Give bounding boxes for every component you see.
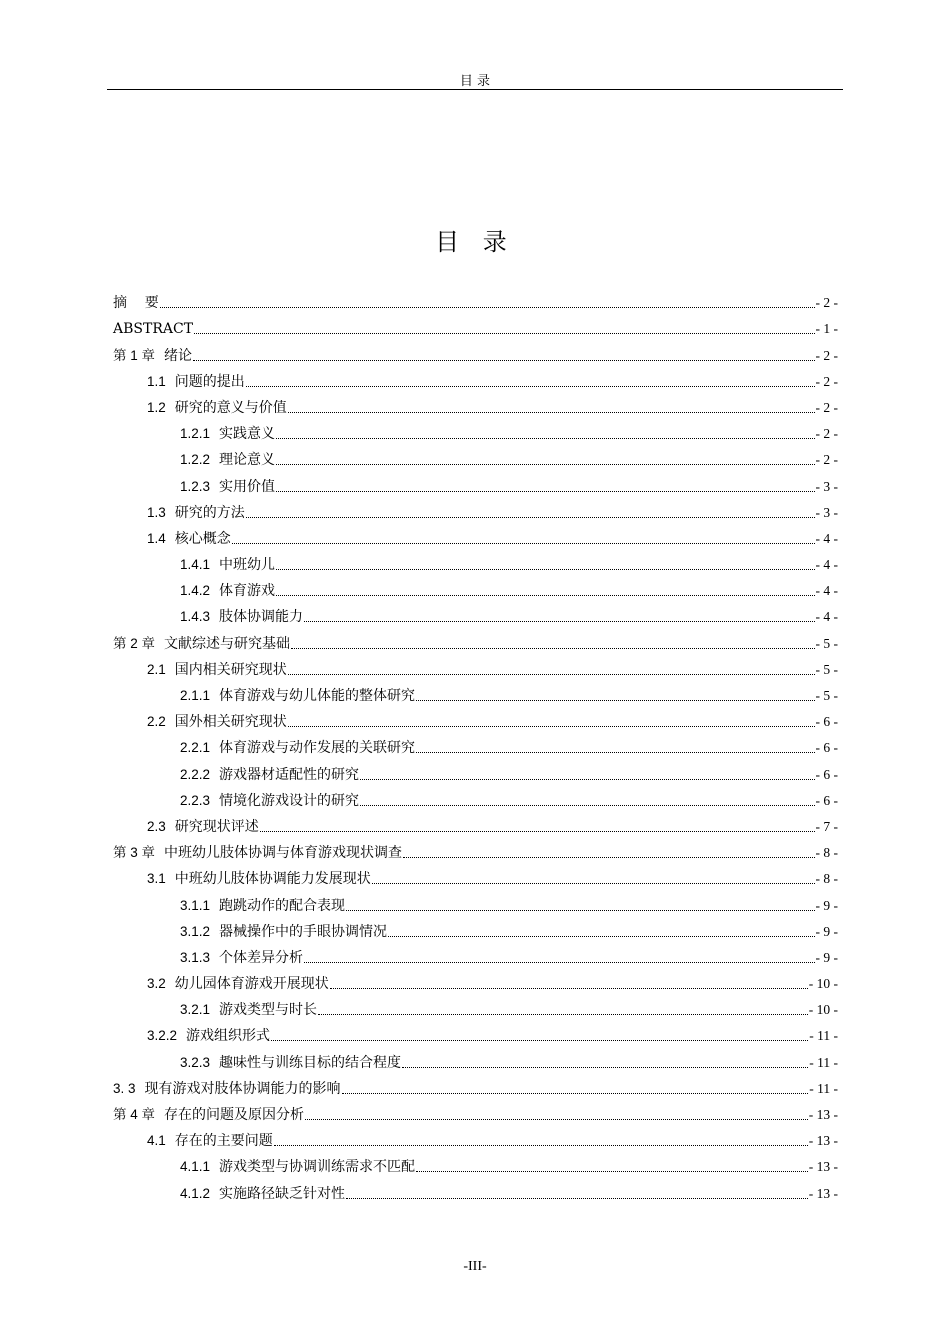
dot-leader bbox=[274, 1145, 808, 1146]
toc-entry-page: - 2 - bbox=[815, 426, 838, 442]
toc-entry-page: - 8 - bbox=[815, 845, 838, 861]
toc-entry-text: 研究的方法 bbox=[174, 504, 245, 521]
toc-entry-label bbox=[180, 923, 387, 941]
toc-entry-page: - 3 - bbox=[815, 504, 838, 520]
toc-entry-text: 实用价值 bbox=[219, 478, 276, 495]
toc-entry-page: - 7 - bbox=[815, 818, 838, 834]
toc-entry[interactable] bbox=[113, 1019, 838, 1045]
toc-entry-number: 3.2.3 bbox=[180, 1054, 211, 1070]
dot-leader bbox=[160, 307, 815, 308]
toc-entry-page: - 9 - bbox=[815, 949, 838, 965]
toc-entry-page: - 13 - bbox=[808, 1133, 838, 1149]
toc-entry-page: - 5 - bbox=[815, 635, 838, 651]
toc-entry[interactable] bbox=[113, 496, 838, 522]
toc-entry-number: 3. 3 bbox=[113, 1080, 136, 1096]
toc-entry-text: 游戏器材适配性的研究 bbox=[219, 766, 360, 783]
toc-entry-text: 游戏组织形式 bbox=[186, 1028, 271, 1045]
toc-entry[interactable] bbox=[113, 1176, 838, 1202]
toc-entry-text: 器械操作中的手眼协调情况 bbox=[219, 923, 388, 940]
toc-entry-label bbox=[147, 373, 245, 391]
toc-entry[interactable] bbox=[113, 522, 838, 548]
toc-entry-label bbox=[180, 897, 345, 915]
toc-entry-page: - 4 - bbox=[815, 583, 838, 599]
toc-entry[interactable] bbox=[113, 888, 838, 914]
toc-entry-page: - 11 - bbox=[809, 1028, 838, 1044]
toc-entry-text: 跑跳动作的配合表现 bbox=[219, 897, 346, 914]
toc-entry-text: 个体差异分析 bbox=[219, 949, 304, 966]
toc-entry-page: - 13 - bbox=[808, 1185, 838, 1201]
toc-entry-number: 1.4.1 bbox=[180, 557, 211, 573]
toc-entry-label bbox=[180, 556, 275, 574]
dot-leader bbox=[403, 857, 814, 858]
dot-leader bbox=[402, 1067, 808, 1068]
toc-entry-number: 3.1.2 bbox=[180, 923, 211, 939]
toc-entry-text: 绪论 bbox=[164, 347, 193, 364]
toc-entry[interactable] bbox=[113, 993, 838, 1019]
running-header: 目 录 bbox=[459, 74, 491, 89]
toc-entry-label bbox=[147, 975, 329, 993]
dot-leader bbox=[416, 1171, 808, 1172]
toc-entry[interactable] bbox=[113, 600, 838, 626]
toc-entry-page: - 9 - bbox=[815, 923, 838, 939]
toc-entry-number: 第 4 章 bbox=[113, 1107, 156, 1122]
toc-entry-page: - 5 - bbox=[815, 688, 838, 703]
toc-entry-number: 3.2.1 bbox=[180, 1002, 211, 1018]
toc-entry-text: 游戏类型与时长 bbox=[219, 1002, 318, 1019]
toc-entry-label bbox=[147, 1132, 273, 1150]
toc-entry-number: 1.2 bbox=[147, 399, 166, 415]
toc-entry-number: 2.1 bbox=[147, 661, 166, 677]
toc-entry-number: 4.1.1 bbox=[180, 1159, 211, 1175]
toc-entry-label bbox=[180, 478, 275, 496]
dot-leader bbox=[288, 412, 815, 413]
toc-entry-label bbox=[180, 1158, 415, 1176]
toc-entry-text: 实践意义 bbox=[219, 426, 276, 443]
dot-leader bbox=[260, 831, 815, 832]
dot-leader bbox=[360, 805, 814, 806]
toc-entry-label bbox=[180, 425, 275, 443]
toc-entry-text: 研究现状评述 bbox=[174, 818, 259, 835]
toc-entry-label bbox=[113, 844, 402, 862]
toc-entry-text: 幼儿园体育游戏开展现状 bbox=[174, 976, 329, 993]
toc-entry-text: 研究的意义与价值 bbox=[174, 399, 287, 416]
toc-entry-page: - 11 - bbox=[809, 1054, 838, 1070]
dot-leader bbox=[360, 779, 814, 780]
toc-entry-page: - 2 - bbox=[815, 295, 838, 311]
dot-leader bbox=[305, 1119, 808, 1120]
toc-entry-number: 3.2 bbox=[147, 976, 166, 992]
toc-entry-page: - 1 - bbox=[815, 321, 838, 337]
toc-entry-number: 3.2.2 bbox=[147, 1028, 178, 1044]
toc-entry-number: 1.3 bbox=[147, 504, 166, 520]
toc-entry-text: 情境化游戏设计的研究 bbox=[219, 792, 360, 809]
dot-leader bbox=[246, 517, 815, 518]
toc-entry-page: - 10 - bbox=[808, 1002, 838, 1018]
toc-entry-text: 体育游戏与动作发展的关联研究 bbox=[219, 740, 416, 757]
toc-entry[interactable] bbox=[113, 941, 838, 967]
toc-entry[interactable] bbox=[113, 548, 838, 574]
toc-entry-label bbox=[147, 530, 231, 548]
toc-entry-text: ABSTRACT bbox=[113, 321, 194, 338]
toc-entry-number: 2.2 bbox=[147, 714, 166, 730]
toc-entry-text: 肢体协调能力 bbox=[219, 609, 304, 626]
toc-entry-text: 国内相关研究现状 bbox=[174, 661, 287, 678]
dot-leader bbox=[276, 595, 814, 596]
toc-entry-page: - 5 - bbox=[815, 661, 838, 677]
toc-entry-label bbox=[113, 320, 193, 338]
toc-entry-number: 4.1.2 bbox=[180, 1185, 211, 1201]
dot-leader bbox=[193, 360, 814, 361]
toc-entry-text: 文献综述与研究基础 bbox=[164, 635, 291, 652]
toc-entry-number: 1.2.2 bbox=[180, 452, 211, 468]
toc-entry-number: 3.1 bbox=[147, 871, 166, 887]
toc-entry-number: 1.4 bbox=[147, 530, 166, 546]
dot-leader bbox=[288, 726, 815, 727]
dot-leader bbox=[246, 386, 815, 387]
toc-entry-label bbox=[113, 635, 290, 653]
table-of-contents bbox=[113, 286, 838, 1203]
toc-entry[interactable] bbox=[113, 1098, 838, 1124]
toc-entry-number: 2.2.3 bbox=[180, 792, 211, 808]
toc-entry-text: 理论意义 bbox=[219, 452, 276, 469]
toc-entry-text: 中班幼儿肢体协调与体育游戏现状调查 bbox=[164, 845, 403, 862]
dot-leader bbox=[330, 988, 808, 989]
dot-leader bbox=[271, 1040, 808, 1041]
toc-entry-text: 国外相关研究现状 bbox=[174, 714, 287, 731]
toc-entry-number: 2.2.2 bbox=[180, 766, 211, 782]
dot-leader bbox=[304, 962, 814, 963]
toc-entry-label bbox=[147, 818, 259, 836]
dot-leader bbox=[288, 674, 815, 675]
toc-entry-label bbox=[147, 1027, 270, 1045]
toc-entry[interactable] bbox=[113, 915, 838, 941]
toc-entry-label bbox=[180, 766, 359, 784]
dot-leader bbox=[416, 700, 814, 701]
toc-entry-label bbox=[180, 451, 275, 469]
toc-entry-text: 存在的问题及原因分析 bbox=[164, 1107, 305, 1123]
dot-leader bbox=[276, 491, 814, 492]
toc-entry-page: - 3 - bbox=[815, 478, 838, 494]
toc-entry[interactable] bbox=[113, 1045, 838, 1071]
toc-entry[interactable] bbox=[113, 1124, 838, 1150]
toc-entry[interactable] bbox=[113, 286, 838, 312]
toc-entry-page: - 6 - bbox=[815, 792, 838, 808]
toc-entry-number: 2.3 bbox=[147, 818, 166, 834]
toc-entry-page: - 6 - bbox=[815, 766, 838, 782]
toc-entry-number: 3.1.3 bbox=[180, 949, 211, 965]
toc-entry-label bbox=[180, 949, 303, 967]
toc-entry[interactable] bbox=[113, 757, 838, 783]
toc-entry[interactable] bbox=[113, 1150, 838, 1176]
dot-leader bbox=[372, 883, 815, 884]
dot-leader bbox=[276, 438, 814, 439]
toc-entry-text: 中班幼儿 bbox=[219, 557, 276, 574]
toc-entry-number: 2.1.1 bbox=[180, 688, 211, 703]
toc-entry-label bbox=[180, 1054, 401, 1072]
toc-entry-text: 游戏类型与协调训练需求不匹配 bbox=[219, 1159, 416, 1176]
dot-leader bbox=[304, 621, 814, 622]
toc-entry[interactable] bbox=[113, 836, 838, 862]
toc-entry-text: 问题的提出 bbox=[174, 373, 245, 390]
toc-entry-text: 趣味性与训练目标的结合程度 bbox=[219, 1054, 402, 1071]
dot-leader bbox=[416, 752, 814, 753]
toc-entry-page: - 13 - bbox=[808, 1107, 838, 1122]
toc-entry[interactable] bbox=[113, 574, 838, 600]
toc-entry-text: 现有游戏对肢体协调能力的影响 bbox=[144, 1080, 341, 1097]
dot-leader bbox=[276, 464, 814, 465]
toc-entry-text: 摘 要 bbox=[113, 295, 159, 312]
toc-entry-text: 存在的主要问题 bbox=[174, 1133, 273, 1150]
toc-entry-number: 3.1.1 bbox=[180, 897, 211, 913]
toc-entry-text: 核心概念 bbox=[174, 530, 231, 547]
toc-entry-text: 实施路径缺乏针对性 bbox=[219, 1185, 346, 1202]
dot-leader bbox=[291, 648, 814, 649]
toc-entry-page: - 2 - bbox=[815, 452, 838, 468]
toc-entry[interactable] bbox=[113, 705, 838, 731]
toc-entry[interactable] bbox=[113, 967, 838, 993]
toc-title: 目 录 bbox=[435, 228, 515, 256]
toc-entry-number: 第 2 章 bbox=[113, 635, 156, 651]
toc-entry-page: - 4 - bbox=[815, 609, 838, 625]
toc-entry-number: 1.4.3 bbox=[180, 609, 211, 625]
toc-entry-number: 第 1 章 bbox=[113, 347, 156, 363]
toc-entry-number: 1.2.3 bbox=[180, 478, 211, 494]
toc-entry-page: - 6 - bbox=[815, 740, 838, 756]
toc-entry-label bbox=[113, 1080, 341, 1098]
dot-leader bbox=[318, 1014, 808, 1015]
toc-entry[interactable] bbox=[113, 784, 838, 810]
toc-entry-page: - 13 - bbox=[808, 1159, 838, 1175]
toc-entry[interactable] bbox=[113, 626, 838, 652]
toc-entry-page: - 9 - bbox=[815, 897, 838, 913]
toc-entry-label bbox=[180, 739, 415, 757]
dot-leader bbox=[388, 936, 814, 937]
toc-entry-page: - 2 - bbox=[815, 347, 838, 363]
dot-leader bbox=[194, 333, 814, 334]
toc-entry-label bbox=[113, 1106, 304, 1124]
toc-entry[interactable] bbox=[113, 365, 838, 391]
toc-entry-label bbox=[113, 347, 192, 365]
toc-entry-number: 2.2.1 bbox=[180, 740, 211, 756]
toc-entry-page: - 10 - bbox=[808, 976, 838, 992]
toc-entry-label bbox=[180, 582, 275, 600]
toc-entry-number: 1.2.1 bbox=[180, 426, 211, 442]
page-number: -III- bbox=[463, 1259, 487, 1274]
toc-entry-text: 体育游戏 bbox=[219, 583, 276, 600]
toc-entry-page: - 6 - bbox=[815, 714, 838, 730]
toc-entry[interactable] bbox=[113, 391, 838, 417]
dot-leader bbox=[342, 1093, 809, 1094]
toc-entry-page: - 4 - bbox=[815, 530, 838, 546]
toc-entry[interactable] bbox=[113, 810, 838, 836]
toc-entry-label bbox=[180, 687, 415, 705]
toc-entry[interactable] bbox=[113, 443, 838, 469]
toc-entry-label bbox=[147, 504, 245, 522]
toc-entry-page: - 2 - bbox=[815, 399, 838, 415]
toc-entry-number: 1.1 bbox=[147, 373, 166, 389]
toc-entry-label bbox=[180, 1185, 345, 1203]
toc-entry-label bbox=[147, 870, 371, 888]
toc-entry[interactable] bbox=[113, 1072, 838, 1098]
toc-entry-number: 4.1 bbox=[147, 1133, 166, 1149]
dot-leader bbox=[276, 569, 814, 570]
dot-leader bbox=[346, 1198, 808, 1199]
toc-entry[interactable] bbox=[113, 417, 838, 443]
toc-entry[interactable] bbox=[113, 679, 838, 705]
dot-leader bbox=[232, 543, 815, 544]
toc-entry[interactable] bbox=[113, 862, 838, 888]
toc-entry-text: 中班幼儿肢体协调能力发展现状 bbox=[174, 871, 371, 888]
toc-entry-label bbox=[147, 661, 287, 679]
toc-entry-number: 第 3 章 bbox=[113, 845, 156, 861]
dot-leader bbox=[346, 910, 814, 911]
toc-entry-page: - 2 - bbox=[815, 373, 838, 389]
toc-entry[interactable] bbox=[113, 653, 838, 679]
toc-entry[interactable] bbox=[113, 469, 838, 495]
toc-entry[interactable] bbox=[113, 338, 838, 364]
toc-entry-label bbox=[180, 608, 303, 626]
toc-entry-label bbox=[147, 399, 287, 417]
toc-entry-label bbox=[180, 1001, 317, 1019]
toc-entry-text: 体育游戏与幼儿体能的整体研究 bbox=[219, 688, 416, 704]
toc-entry[interactable] bbox=[113, 312, 838, 338]
toc-entry-number: 1.4.2 bbox=[180, 583, 211, 599]
toc-entry-label bbox=[113, 294, 159, 312]
header-rule bbox=[107, 89, 843, 90]
toc-entry-page: - 11 - bbox=[809, 1080, 838, 1096]
toc-entry-label bbox=[147, 713, 287, 731]
toc-entry-page: - 8 - bbox=[815, 871, 838, 887]
toc-entry-label bbox=[180, 792, 359, 810]
toc-entry-page: - 4 - bbox=[815, 557, 838, 573]
toc-entry[interactable] bbox=[113, 731, 838, 757]
